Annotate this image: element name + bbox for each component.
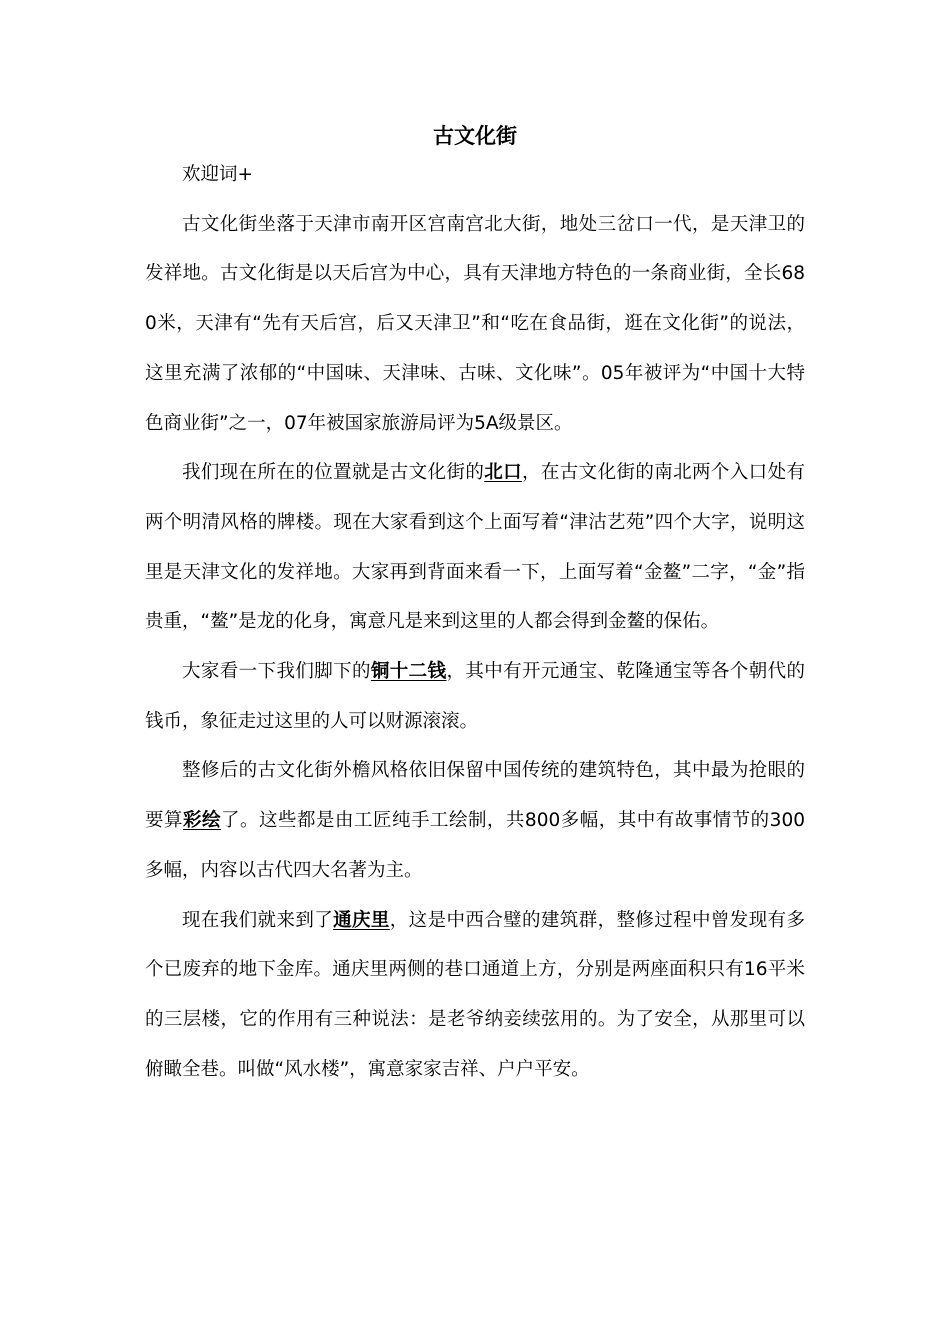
keyword-north-gate: 北口 — [484, 462, 523, 484]
paragraph-text: 整修后的古文化街外檐风格依旧保留中国传统的建筑特色，其中最为抢眼的要算 — [145, 760, 805, 832]
keyword-tongqingli: 通庆里 — [333, 909, 390, 931]
paragraph-text: 了。这些都是由工匠纯手工绘制，共800多幅，其中有故事情节的300多幅，内容以古代四大名著为主。 — [145, 810, 805, 881]
north-gate-paragraph — [145, 448, 805, 647]
paragraph-text: 现在我们就来到了 — [182, 909, 334, 931]
paragraph-text: ，这是中西合璧的建筑群，整修过程中曾发现有多个已废弃的地下金库。通庆里两侧的巷口通道上方，分别是两座面积只有16平米的三层楼，它的作用有三种说法：是老爷纳妾续弦用的。为了安全，从那里可以俯瞰全巷。叫做“风水楼”，寓意家家吉祥、户户平安。 — [145, 909, 805, 1080]
paragraph-text: 大家看一下我们脚下的 — [182, 661, 371, 683]
keyword-painting: 彩绘 — [183, 810, 221, 832]
keyword-copper-coins: 铜十二钱 — [370, 661, 447, 683]
painting-paragraph — [145, 746, 805, 895]
document-title: 古文化街 — [433, 124, 517, 148]
paragraph-text: 我们现在所在的位置就是古文化街的 — [182, 462, 485, 484]
document-body — [145, 150, 805, 1094]
greeting-paragraph: 欢迎词+ — [182, 164, 254, 185]
paragraph-text: ，在古文化街的南北两个入口处有两个明清风格的牌楼。现在大家看到这个上面写着“津沽艺苑”四个大字，说明这里是天津文化的发祥地。大家再到背面来看一下，上面写着“金鳌”二字，“金”指贵重，“鳌”是龙的化身，寓意凡是来到这里的人都会得到金鳌的保佑。 — [145, 462, 805, 633]
intro-paragraph: 古文化街坐落于天津市南开区宫南宫北大街，地处三岔口一代，是天津卫的发祥地。古文化街是以天后宫为中心，具有天津地方特色的一条商业街，全长680米，天津有“先有天后宫，后又天津卫”和“吃在食品街，逛在文化街”的说法，这里充满了浓郁的“中国味、天津味、古味、文化味”。05年被评为“中国十大特色商业街”之一，07年被国家旅游局评为5A级景区。 — [145, 213, 805, 434]
tongqingli-paragraph — [145, 896, 805, 1095]
copper-coins-paragraph — [145, 647, 805, 746]
paragraph-text: ，其中有开元通宝、乾隆通宝等各个朝代的钱币，象征走过这里的人可以财源滚滚。 — [145, 661, 805, 732]
